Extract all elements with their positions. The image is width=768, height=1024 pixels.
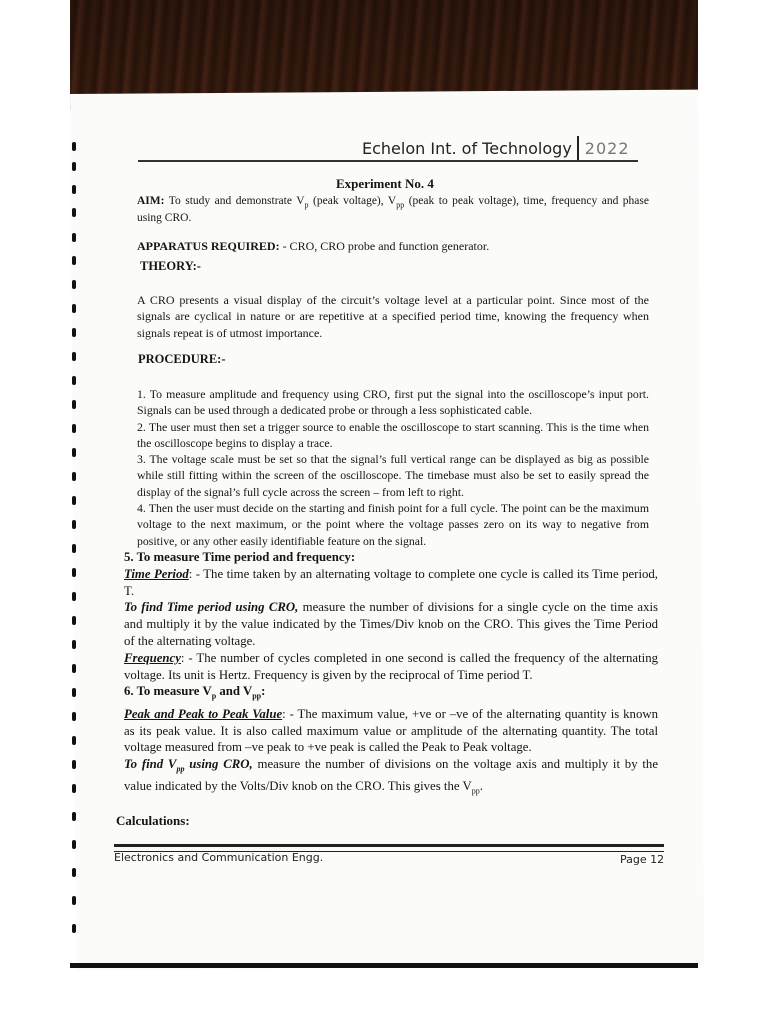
find-time-period: To find Time period using CRO, measure the number of divisions for a single cycle on the time axis and multiply it by the value indicated by the Times/Div knob on the CRO. This gives the Time Period of the alternating voltage. — [124, 600, 659, 648]
time-period-term: Time Period — [124, 566, 189, 581]
procedure-step: 2. The user must then set a trigger source to enable the oscilloscope to start scanning. This is the time when the oscilloscope begins to display a trace. — [137, 419, 649, 450]
theory-paragraph: A CRO presents a visual display of the circuit’s voltage level at a particular point. Since most of the signals are cyclical in nature or are repetitive at a specified period time, knowing the frequency when signals repeat is of utmost importance. — [137, 293, 649, 340]
time-period-definition: Time Period: - The time taken by an alternating voltage to complete one cycle is called its Time period, T. — [124, 566, 658, 598]
measurement-section — [124, 549, 658, 801]
header-rule — [138, 160, 638, 162]
find-time-term: To find Time period using CRO, — [124, 600, 299, 615]
procedure-heading: PROCEDURE:- — [138, 352, 226, 366]
experiment-title: Experiment No. 4 — [336, 176, 434, 191]
find-vpp: To find $V_{pp}$ using CRO, measure the number of divisions on the voltage axis and multiply it by the value indicated by the Volts/Div knob on the CRO. This gives the $V_{pp}$. — [124, 757, 659, 796]
calculations-heading: Calculations: — [116, 813, 190, 828]
find-vpp-term: To find $V_{pp}$ using CRO, — [124, 757, 253, 774]
apparatus-label: APPARATUS REQUIRED: — [137, 239, 280, 253]
procedure-step: 4. Then the user must decide on the starting and finish point for a full cycle. The point can be the maximum voltage to the next maximum, or the point where the voltage passes zero on its way to negative from positive, or any other easily identifiable feature on the signal. — [137, 501, 649, 548]
footer-department: Electronics and Communication Engg. — [114, 851, 324, 864]
step5-heading: 5. To measure Time period and frequency: — [124, 550, 356, 564]
frequency-definition: Frequency: - The number of cycles completed in one second is called the frequency of the alternating voltage. Its unit is Hertz. Frequency is given by the reciprocal of Time period T. — [124, 650, 658, 682]
apparatus-line — [137, 238, 649, 254]
theory-heading: THEORY:- — [140, 259, 201, 273]
procedure-list — [137, 386, 649, 549]
procedure-step: 3. The voltage scale must be set so that the signal’s full vertical range can be displayed as big as possible while still fitting within the screen of the oscilloscope. The timebase must also be set to easily spread the display of the signal’s full cycle across the screen – from left to right. — [137, 452, 649, 499]
procedure-step: 1. To measure amplitude and frequency using CRO, first put the signal into the oscilloscope’s input port. Signals can be used through a dedicated probe or through a less sophisticated cable. — [137, 387, 649, 418]
page-header — [362, 136, 630, 160]
header-year: 2022 — [584, 139, 630, 158]
footer-page-number: Page 12 — [620, 853, 665, 866]
institute-name: Echelon Int. of Technology — [362, 139, 572, 158]
header-separator — [577, 136, 579, 160]
peak-definition: Peak and Peak to Peak Value: - The maximum value, +ve or –ve of the alternating quantity is known as its peak value. It is also called maximum value or amplitude of the alternating quantity. The total voltage measured from –ve peak to +ve peak is called the Peak to Peak voltage. — [124, 706, 658, 755]
aim-paragraph: AIM: To study and demonstrate $V_p$ (peak voltage), $V_{pp}$ (peak to peak voltage), time, frequency and phase using CRO. — [137, 195, 649, 224]
peak-term: Peak and Peak to Peak Value — [124, 706, 283, 721]
frequency-term: Frequency — [124, 650, 181, 665]
paper-bottom-edge — [70, 963, 698, 968]
apparatus-text: - CRO, CRO probe and function generator. — [279, 239, 490, 253]
aim-label: AIM: — [137, 195, 165, 207]
step6-heading: 6. To measure $V_p$ and $V_{pp}$: — [124, 684, 266, 701]
